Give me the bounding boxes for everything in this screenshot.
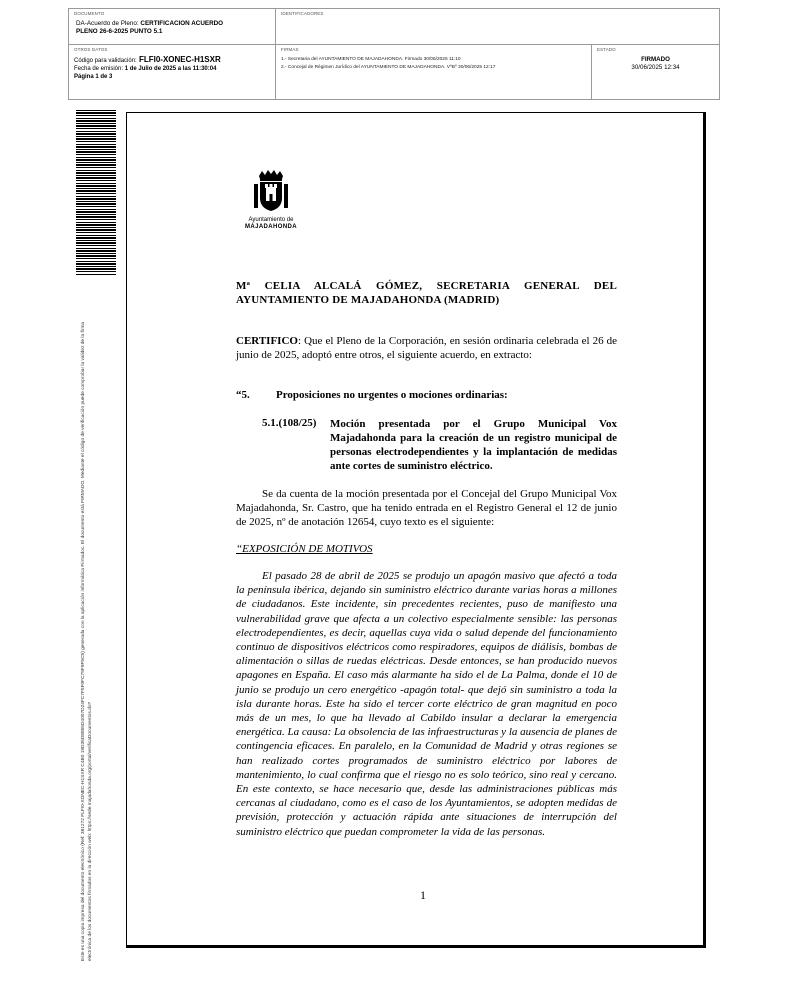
certifico-label: CERTIFICO xyxy=(236,335,298,347)
firma-1: 1.- Secretaria del AYUNTAMIENTO DE MAJADAHONDA. Firmado 30/06/2025 11:10 xyxy=(281,57,461,62)
identificadores-label: IDENTIFICADORES xyxy=(281,11,324,16)
exposicion-heading: “EXPOSICIÓN DE MOTIVOS xyxy=(236,543,373,555)
estado-label: ESTADO xyxy=(597,47,616,52)
otros-datos-cell xyxy=(69,45,276,99)
signature-header-table xyxy=(68,8,720,100)
issue-date: Fecha de emisión: 1 de Julio de 2025 a las 11:30:04 xyxy=(74,66,217,72)
firma-2: 2.- Concejal de Régimen Jurídico del AYUNTAMIENTO DE MAJADAHONDA. VºBº 30/06/2025 12:17 xyxy=(281,65,496,70)
estado-cell xyxy=(592,45,719,99)
certifico-text: : Que el Pleno de la Corporación, en sesión ordinaria celebrada el 26 de junio de 2025, adoptó entre otros, el siguiente acuerdo, en extracto: xyxy=(236,335,617,361)
subpoint-title: Moción presentada por el Grupo Municipal Vox Majadahonda para la creación de un registro municipal de personas electrodependientes y la implantación de medidas ante cortes de suministro eléctrico. xyxy=(330,418,617,472)
documento-value: DA-Acuerdo de Pleno: CERTIFICACION ACUERDO PLENO 26-6-2025 PUNTO 5.1 xyxy=(76,20,224,35)
firmas-cell xyxy=(276,45,592,99)
document-heading: Mª CELIA ALCALÁ GÓMEZ, SECRETARIA GENERAL DEL AYUNTAMIENTO DE MAJADAHONDA (MADRID) xyxy=(236,280,617,306)
coat-of-arms-icon xyxy=(251,168,291,212)
logo-text-2: MAJADAHONDA xyxy=(244,224,298,230)
page-count: Página 1 de 3 xyxy=(74,73,113,80)
logo-text-1: Ayuntamiento de xyxy=(248,217,294,223)
estado-value: FIRMADO 30/06/2025 12:34 xyxy=(631,56,680,71)
subpoint-number: 5.1.(108/25) xyxy=(262,417,317,429)
documento-cell xyxy=(69,9,276,45)
otros-datos-label: OTROS DATOS xyxy=(74,47,108,52)
motion-italic-text: El pasado 28 de abril de 2025 se produjo un apagón masivo que afectó a toda la península ibérica, dejando sin suministro eléctrico durante varias horas a millones de ciudadanos. Este incidente, sin precedentes recientes, puso de manifiesto una vulnerabilidad grave que afecta a un colectivo especialmente sensible: las personas electrodependientes, es decir, aquellas cuya vida o salud depende del funcionamiento continuo de dispositivos eléctricos como respiradores, equipos de diálisis, bombas de alimentación o sillas de ruedas eléctricas. Desde entonces, se han producido nuevos apagones en España. El caso más alarmante ha sido el de La Palma, donde el 10 de junio se produjo un cero energético -apagón total- que dejó sin suministro a toda la isla durante horas. Este ha sido el tercer corte eléctrico de gran magnitud en poco más de un mes, lo que ha llevado al Cabildo insular a declarar la emergencia energética. La causa: La obsolencia de las infraestructuras y la ausencia de planes de contingencia eficaces. En paralelo, en la Comunidad de Madrid y otras regiones se han realizado cortes programados de suministro eléctrico por labores de mantenimiento, lo cual confirma que el riesgo no es solo teórico, sino real y cercano. En este contexto, se hace necesario que, desde las administraciones públicas más cercanas al ciudadano, como es el caso de los Ayuntamientos, se adopten medidas de previsión, protección y actuación rápida ante situaciones de interrupción del suministro eléctrico que puedan comprometer la vida de las personas. xyxy=(236,570,617,838)
point-title: Proposiciones no urgentes o mociones ordinarias: xyxy=(276,389,508,401)
certifico-paragraph xyxy=(236,334,617,362)
page-number: 1 xyxy=(420,888,426,902)
body-paragraph: Se da cuenta de la moción presentada por el Concejal del Grupo Municipal Vox Majadahonda, Sr. Castro, que ha tenido entrada en el Registro General el 12 de junio de 2025, nº de anotación 12654, cuyo texto es el siguiente: xyxy=(236,488,617,528)
council-logo xyxy=(240,168,302,231)
identificadores-cell xyxy=(276,9,719,45)
point-number: “5. xyxy=(236,389,250,401)
firmas-label: FIRMAS xyxy=(281,47,299,52)
verification-side-text: Este es una copia impresa del documento electrónico (Ref: 381272 FLFI0-XONEC-H1SXR C4B0 19D35D8855D4007D24FC7F5F0FC75F9F5C5) generada con la aplicación informática Firmadoc. El documento está FIRMADO. Mediante el código de verificación puede comprobar la validez de la firma electrónica de los documentos firmados en la dirección web: https://sede.majadahonda.org/portal/verificaDocumentos.do? xyxy=(81,321,93,961)
point-heading xyxy=(236,389,508,401)
barcode-icon xyxy=(76,110,116,276)
documento-label: DOCUMENTO xyxy=(74,11,105,16)
validation-code[interactable]: Código para validación: FLFI0-XONEC-H1SXR xyxy=(74,55,221,64)
